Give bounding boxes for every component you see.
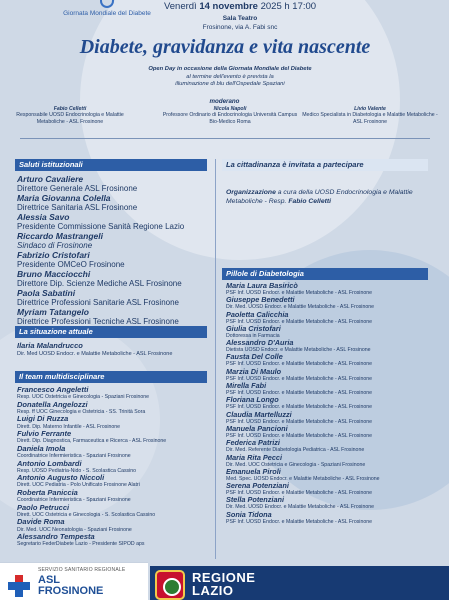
person-name: Luigi Di Ruzza <box>17 414 69 424</box>
organization-label: Organizzazione <box>226 189 276 196</box>
person-name: Giulia Cristofari <box>226 323 281 333</box>
person-role: Presidente OMCeO Frosinone <box>17 260 125 269</box>
person-name: Roberta Paniccia <box>17 487 78 497</box>
person-role: Dirett. Dip. Diagnostica, Farmaceutica e Ricerca - ASL Frosinone <box>17 438 167 445</box>
asl-header-text: SERVIZIO SANITARIO REGIONALE <box>38 567 126 573</box>
person-name: Paoletta Calicchia <box>226 309 289 319</box>
organization-text: a cura della UOSD Endocrinologia e Malattie Metaboliche - Resp. <box>226 189 413 205</box>
intro-text <box>90 66 370 89</box>
person-role: PSF Inf. UOSD Endocr. e Malattie Metaboliche - ASL Frosinone <box>226 390 372 397</box>
section-header-saluti: Saluti istituzionali <box>15 159 207 171</box>
person-role: Resp. UOSD Pediatria-Nido - S. Scolastica Cassino <box>17 467 137 474</box>
person-name: Myriam Tatangelo <box>17 307 89 317</box>
moderator <box>300 106 440 125</box>
person-name: Francesco Angeletti <box>17 385 89 394</box>
regione-line: LAZIO <box>192 583 234 598</box>
diabetes-circle-icon <box>100 0 114 8</box>
moderator-name: Nicola Napoli <box>213 106 247 112</box>
person-name: Bruno Macciocchi <box>17 269 91 279</box>
asl-name <box>38 575 103 597</box>
divider <box>20 138 430 139</box>
person-name: Donatella Angelozzi <box>17 399 88 409</box>
person-role: PSF Inf. UOSD Endocr. e Malattie Metaboliche - ASL Frosinone <box>226 404 372 411</box>
person-name: Alessandro D'Auria <box>226 338 294 348</box>
person-role: Dir. Med. UOSD Endocr. e Malattie Metaboliche - ASL Frosinone <box>226 304 375 311</box>
person-name: Antonio Lombardi <box>17 458 82 468</box>
section-header-situazione: La situazione attuale <box>15 326 207 338</box>
person-name: Arturo Cavaliere <box>17 174 84 184</box>
moderator-role: Responsabile UOSD Endocrinologia e Malattie Metaboliche - ASL Frosinone <box>16 112 124 125</box>
organization-note <box>226 188 426 206</box>
team-list <box>17 386 217 548</box>
person-role: PSF Inf. UOSD Endocr. e Malattie Metaboliche - ASL Frosinone <box>226 418 372 425</box>
person-name: Claudia Martelluzzi <box>226 409 292 419</box>
person-role: Sindaco di Frosinone <box>17 241 93 250</box>
section-header-pillole: Pillole di Diabetologia <box>222 268 428 280</box>
logo-text: Giornata Mondiale del Diabete <box>63 10 151 17</box>
person-role: Med. Spec. UOSD Endocr. e Malattie Metaboliche - ASL Frosinone <box>226 475 380 482</box>
regione-lazio-name <box>192 571 255 597</box>
moderator-name: Fabio Celletti <box>53 106 87 112</box>
regione-lazio-crest-icon <box>155 570 185 600</box>
person-role: Dottoressa in Farmacia <box>226 332 280 339</box>
person-name: Emanuela Piroli <box>226 466 281 476</box>
health-cross-icon <box>8 575 30 597</box>
moderators-label: moderano <box>209 98 240 105</box>
person-role: Direttore Dip. Scienze Mediche ASL Frosinone <box>17 279 182 288</box>
person-role: PSF Inf. UOSD Endocr. e Malattie Metaboliche - ASL Frosinone <box>226 375 372 382</box>
organization-name: Fabio Celletti <box>288 198 332 205</box>
moderator <box>160 106 300 125</box>
person-name: Federica Patrizi <box>226 438 280 448</box>
asl-line: ASL <box>38 574 60 586</box>
person-name: Daniela Imola <box>17 443 66 453</box>
person-name: Paola Sabatini <box>17 288 76 298</box>
intro-line: Open Day in occasione della Giornata Mondiale del Diabete <box>148 66 312 72</box>
person-role: Direttrice Sanitaria ASL Frosinone <box>17 203 138 212</box>
person-role: Presidente Commissione Sanità Regione Lazio <box>17 222 185 231</box>
person-name: Fabrizio Cristofari <box>17 250 90 260</box>
intro-line: al termine dell'evento è prevista la <box>186 73 274 80</box>
person-role: Coordinatrice Infermieristica - Spaziani Frosinone <box>17 497 131 504</box>
moderator-name: Livio Valente <box>354 106 386 112</box>
person-role: PSF Inf. UOSD Endocr. e Malattie Metaboliche - ASL Frosinone <box>226 432 372 439</box>
person-name: Antonio Augusto Niccoli <box>17 473 105 483</box>
person-name: Paolo Petrucci <box>17 502 70 512</box>
person-name: Riccardo Mastrangeli <box>17 231 103 241</box>
person-role: Direttrice Professioni Sanitarie ASL Frosinone <box>17 298 179 307</box>
person-role: Coordinatrice Infermieristica - Spaziani Frosinone <box>17 453 131 460</box>
person-name: Sonia Tidona <box>226 509 272 519</box>
giornata-mondiale-logo <box>52 0 162 17</box>
section-header-team: Il team multidisciplinare <box>15 371 207 383</box>
saluti-list <box>17 174 217 326</box>
person-role: PSF Inf. UOSD Endocr. e Malattie Metaboliche - ASL Frosinone <box>226 361 372 368</box>
person-role: Dirett. Dip. Materno Infantile - ASL Frosinone <box>17 423 121 430</box>
person-name: Maria Laura Basiricò <box>226 281 298 290</box>
person-name: Stella Potenziani <box>226 495 284 505</box>
person-name: Maria Rita Pecci <box>226 452 282 462</box>
person-role: Resp. ff UOC Ginecologia e Ostetricia - SS. Trinità Sora <box>17 408 146 415</box>
event-venue: Sala Teatro <box>222 15 258 22</box>
person-role: Dir. Med. Referente Diabetologia Pediatrica - ASL Frosinone <box>226 447 365 454</box>
person-name: Mirella Fabi <box>226 381 267 391</box>
person-name: Maria Giovanna Colella <box>17 193 111 203</box>
person-role: Dietista UOSD Endocr. e Malattie Metaboliche - ASL Frosinone <box>226 347 371 354</box>
person-role: Dir. Med UOSD Endocr. e Malattie Metaboliche - ASL Frosinone <box>17 350 173 357</box>
person-role: Dir. Med. UOC Ostetricia e Ginecologia - Spaziani Frosinone <box>226 461 366 468</box>
person-role: PSF Inf. UOSD Endocr. e Malattie Metaboliche - ASL Frosinone <box>226 490 372 497</box>
person-name: Floriana Longo <box>226 395 279 405</box>
person-name: Fulvio Ferrante <box>17 429 72 439</box>
intro-line: illuminazione di blu dell'Ospedale Spaziani <box>175 81 285 87</box>
date-prefix: Venerdì <box>163 1 200 12</box>
asl-frosinone-logo <box>0 562 148 600</box>
person-role: PSF Inf. UOSD Endocr. e Malattie Metaboliche - ASL Frosinone <box>226 518 372 525</box>
person-role: Dirett. UOC Ostetricia e Ginecologia - S. Scolastica Cassino <box>17 511 156 518</box>
person-name: Serena Potenziani <box>226 481 289 491</box>
invitation-banner: La cittadinanza è invitata a partecipare <box>222 159 428 171</box>
date-bold: 14 novembre <box>199 1 258 12</box>
pillole-list <box>226 282 436 525</box>
person-name: Fausta Del Colle <box>226 352 283 362</box>
person-role: Dirett. UOC Pediatria - Polo Unificato Frosinone Alatri <box>17 482 140 489</box>
person-role: PSF Inf. UOSD Endocr. e Malattie Metaboliche - ASL Frosinone <box>226 290 372 296</box>
person-name: Ilaria Malandrucco <box>17 341 83 350</box>
moderator-role: Medico Specialista in Diabetologia e Malattie Metaboliche - ASL Frosinone <box>302 112 438 125</box>
person-name: Davide Roma <box>17 517 65 527</box>
person-name: Alessandro Tempesta <box>17 532 95 542</box>
person-role: PSF Inf. UOSD Endocr. e Malattie Metaboliche - ASL Frosinone <box>226 318 372 325</box>
person-role: Dir. Med. UOSD Endocr. e Malattie Metaboliche - ASL Frosinone <box>226 504 375 511</box>
regione-line: REGIONE <box>192 570 256 585</box>
moderator-role: Professore Ordinario di Endocrinologia Università Campus Bio-Medico Roma <box>162 112 298 125</box>
person-name: Giuseppe Benedetti <box>226 295 295 305</box>
person-role: Direttore Generale ASL Frosinone <box>17 184 138 193</box>
event-address: Frosinone, via A. Fabi snc <box>202 24 278 31</box>
person-role: Resp. UOC Ostetricia e Ginecologia - Spaziani Frosinone <box>17 394 150 401</box>
person-role: Dir. Med. UOC Neonatologia - Spaziani Frosinone <box>17 526 132 533</box>
person-name: Marzia Di Maulo <box>226 366 282 376</box>
asl-line: FROSINONE <box>38 585 104 597</box>
situazione-list <box>17 342 217 358</box>
date-suffix: 2025 h 17:00 <box>257 1 317 12</box>
person-name: Manuela Pancioni <box>226 423 288 433</box>
person-role: Segretario FederDiabete Lazio - Presidente SIPOD aps <box>17 541 145 548</box>
person-name: Alessia Savo <box>17 212 70 222</box>
moderator <box>10 106 130 125</box>
person-role: Direttrice Professioni Tecniche ASL Frosinone <box>17 317 179 326</box>
event-date <box>150 1 330 12</box>
page-title: Diabete, gravidanza e vita nascente <box>79 36 371 58</box>
